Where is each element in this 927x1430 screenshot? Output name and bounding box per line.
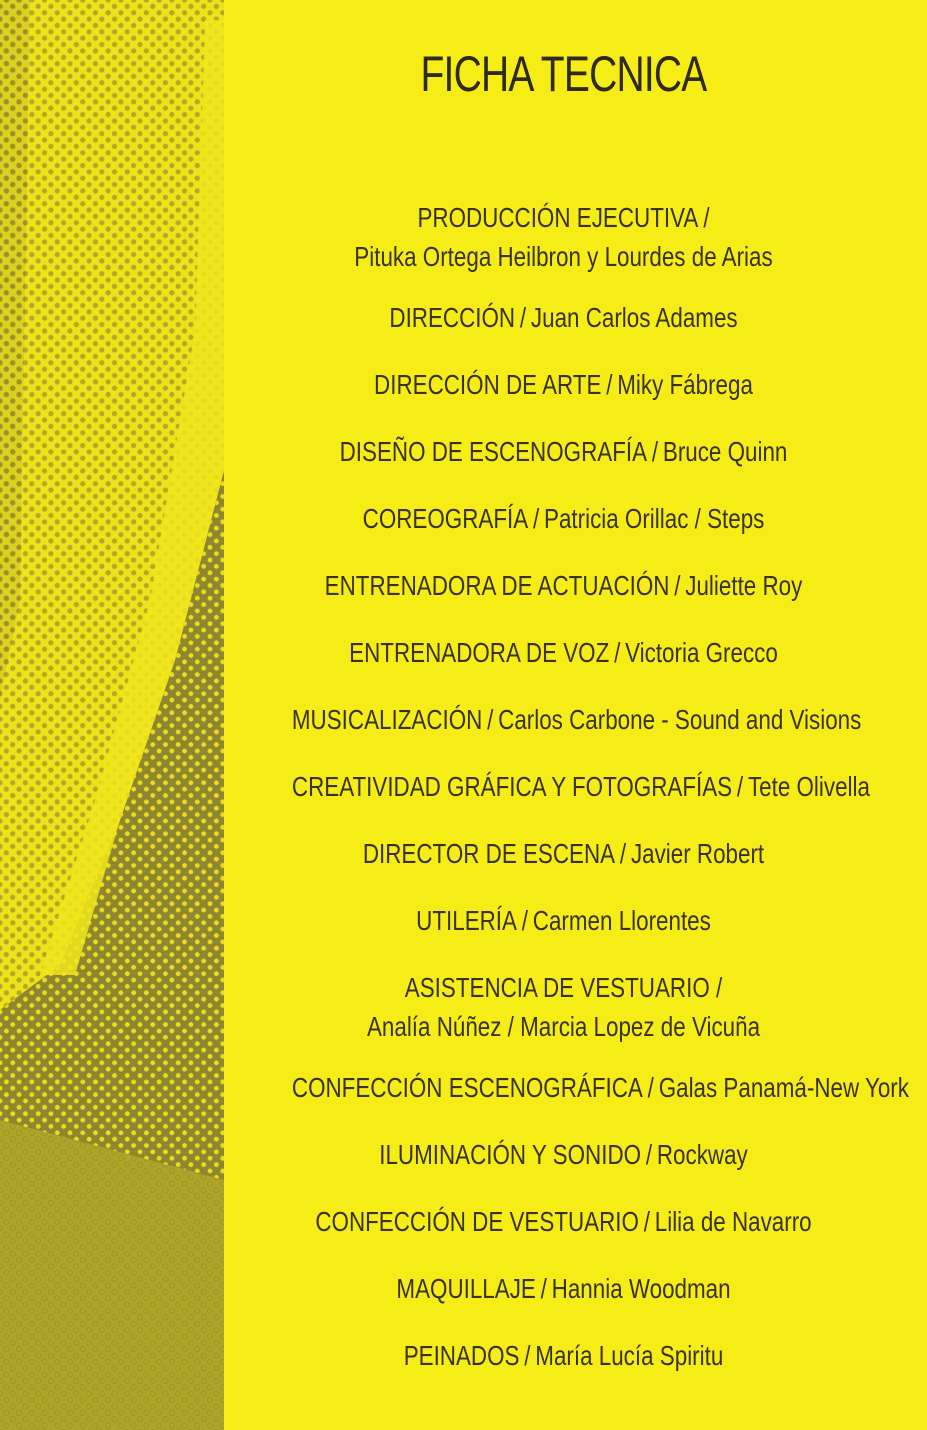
credit-separator: /	[532, 503, 540, 534]
credit-name: Analía Núñez / Marcia Lopez de Vicuña	[366, 1011, 761, 1042]
credit-separator: /	[540, 1273, 547, 1304]
credit-separator: /	[614, 637, 621, 668]
credit-role: CONFECCIÓN DE VESTUARIO	[315, 1206, 639, 1237]
credit-separator: /	[647, 1072, 654, 1103]
credit-name: Javier Robert	[630, 838, 765, 869]
credit-name: Galas Panamá-New York	[658, 1072, 909, 1103]
credit-role: MAQUILLAJE	[396, 1273, 536, 1304]
credit-item	[292, 1269, 835, 1336]
credit-role: CONFECCIÓN ESCENOGRÁFICA	[291, 1072, 643, 1103]
credit-name: Pituka Ortega Heilbron y Lourdes de Arias	[354, 241, 773, 272]
halftone-photo-strip	[0, 0, 224, 1430]
credit-separator: /	[645, 1139, 653, 1170]
credit-role: ILUMINACIÓN Y SONIDO	[379, 1139, 642, 1170]
credit-name: Bruce Quinn	[662, 436, 788, 467]
credits-panel	[224, 0, 927, 1430]
credit-role: UTILERÍA	[416, 905, 517, 936]
credit-role: CREATIVIDAD GRÁFICA Y FOTOGRAFÍAS	[291, 771, 733, 802]
credit-separator: /	[487, 704, 494, 735]
credit-role: ASISTENCIA DE VESTUARIO	[404, 972, 710, 1003]
credit-item	[292, 365, 835, 432]
credit-item	[292, 566, 835, 633]
credit-item	[291, 700, 862, 767]
credit-separator: /	[715, 972, 723, 1003]
credit-separator: /	[619, 838, 627, 869]
credit-role: DIRECTOR DE ESCENA	[362, 838, 616, 869]
credit-item	[291, 1068, 909, 1135]
credit-role: COREOGRAFÍA	[362, 503, 529, 534]
credit-role: DIRECCIÓN	[389, 302, 516, 333]
credit-separator: /	[651, 436, 659, 467]
credit-item	[292, 499, 835, 566]
credits-list	[224, 198, 909, 1403]
credit-name: Patricia Orillac / Steps	[544, 503, 765, 534]
credit-separator: /	[606, 369, 613, 400]
credit-separator: /	[736, 771, 744, 802]
credit-role: DISEÑO DE ESCENOGRAFÍA	[339, 436, 648, 467]
credit-item	[292, 1336, 835, 1403]
credit-name: Carmen Llorentes	[532, 905, 711, 936]
credit-item	[292, 901, 835, 968]
credit-role: PRODUCCIÓN EJECUTIVA	[417, 202, 698, 233]
credit-item	[292, 1135, 835, 1202]
credit-role: ENTRENADORA DE VOZ	[349, 637, 610, 668]
credit-name: Juliette Roy	[685, 570, 803, 601]
credit-item	[292, 968, 835, 1068]
credit-item	[291, 767, 870, 834]
credit-item	[292, 298, 835, 365]
credit-name: Lilia de Navarro	[654, 1206, 812, 1237]
credit-name: Juan Carlos Adames	[530, 302, 738, 333]
credit-role: DIRECCIÓN DE ARTE	[374, 369, 602, 400]
credit-name: Hannia Woodman	[551, 1273, 731, 1304]
credit-name: María Lucía Spiritu	[535, 1340, 724, 1371]
credit-role: PEINADOS	[403, 1340, 520, 1371]
credit-item	[292, 198, 835, 298]
credit-separator: /	[519, 302, 527, 333]
credit-item	[292, 1202, 835, 1269]
halftone-pattern-graphic	[0, 0, 224, 1430]
credit-item	[292, 633, 835, 700]
credit-separator: /	[703, 202, 710, 233]
credit-role: MUSICALIZACIÓN	[291, 704, 483, 735]
credit-item	[292, 432, 835, 499]
credit-item	[292, 834, 835, 901]
credit-role: ENTRENADORA DE ACTUACIÓN	[324, 570, 670, 601]
credit-separator: /	[674, 570, 681, 601]
credit-name: Victoria Grecco	[625, 637, 778, 668]
credit-separator: /	[643, 1206, 650, 1237]
page-title: FICHA TECNICA	[420, 46, 707, 102]
credit-separator: /	[524, 1340, 531, 1371]
credit-name: Miky Fábrega	[617, 369, 753, 400]
credit-name: Carlos Carbone - Sound and Visions	[498, 704, 862, 735]
credit-name: Tete Olivella	[747, 771, 870, 802]
credit-name: Rockway	[656, 1139, 748, 1170]
credit-separator: /	[521, 905, 528, 936]
